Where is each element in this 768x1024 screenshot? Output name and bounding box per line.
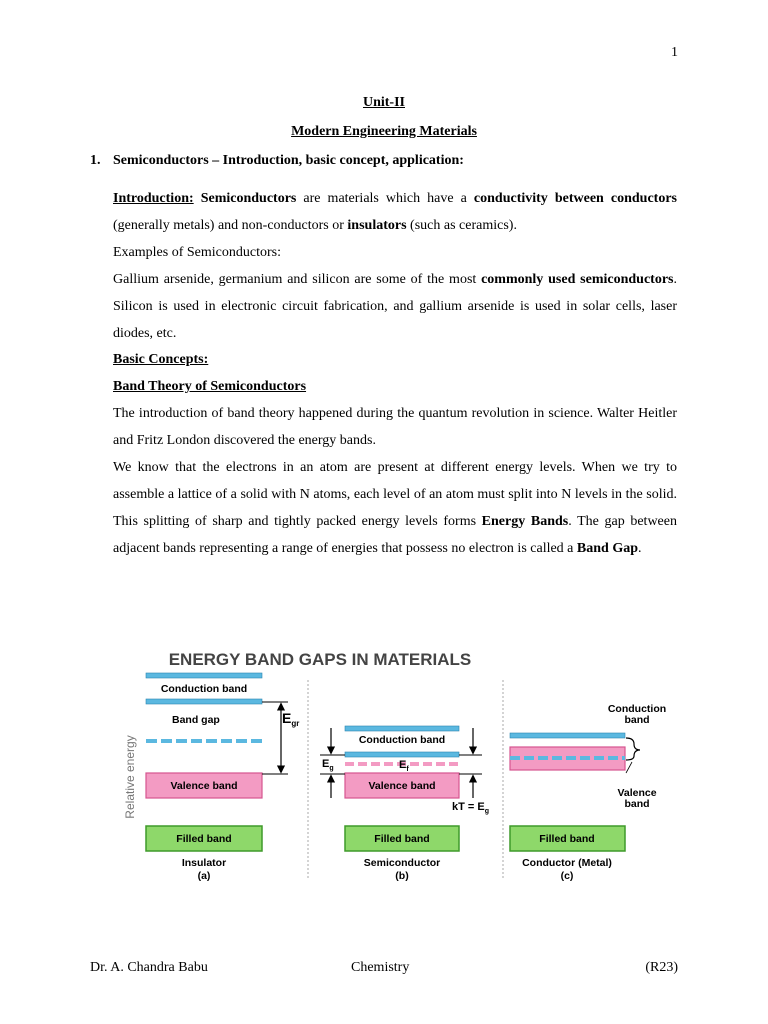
panel-c-letter: (c): [560, 870, 574, 882]
examples-heading: Examples of Semiconductors:: [113, 244, 281, 260]
examples-paragraph: [113, 267, 677, 348]
metal-valence-label-line2: band: [624, 798, 650, 810]
section-number: 1.: [90, 153, 101, 168]
metal-conduction-label-line1: Conduction: [607, 703, 667, 715]
kt-label: kT = $E_g$: [452, 801, 489, 815]
metal-valence-pointer: [626, 762, 632, 773]
intro-paragraph: [113, 186, 677, 240]
band-text: .: [638, 540, 642, 556]
footer-subject: Chemistry: [351, 960, 410, 975]
panel-b-letter: (b): [395, 870, 409, 882]
intro-text: (such as ceramics).: [406, 217, 517, 233]
examples-text: Gallium arsenide, germanium and silicon are some of the most: [113, 271, 482, 287]
section-title: Semiconductors – Introduction, basic concept, application:: [113, 153, 464, 168]
egr-label: $E_{gr}$: [282, 710, 300, 728]
unit-heading: Unit-II: [362, 95, 405, 110]
semi-conduction-label: Conduction band: [358, 734, 446, 746]
semi-conduction-top-line: [345, 726, 459, 731]
ef-label: $E_f$: [399, 759, 409, 773]
semi-conduction-bottom-line: [345, 752, 459, 757]
band-theory-heading: [113, 374, 677, 401]
semi-valence-label: Valence band: [368, 780, 436, 792]
metal-conduction-line: [510, 733, 625, 738]
intro-text: are materials which have a: [296, 191, 474, 206]
basic-concepts-label: Basic Concepts:: [113, 352, 209, 368]
intro-label: Introduction:: [113, 191, 194, 206]
band-theory-paragraph-2: [113, 455, 677, 563]
panel-c-name: Conductor (Metal): [522, 857, 612, 869]
metal-filled-label: Filled band: [539, 833, 595, 845]
y-axis-label: Relative energy: [123, 735, 137, 819]
insulator-valence-label: Valence band: [170, 780, 238, 792]
metal-conduction-label-line2: band: [624, 714, 650, 726]
panel-a-name: Insulator: [181, 857, 227, 869]
intro-bold-insulators: insulators: [347, 217, 407, 233]
intro-bold-conductivity: conductivity between conductors: [473, 191, 677, 206]
band-bold-energy-bands: Energy Bands: [481, 513, 569, 529]
page-number: 1: [671, 45, 678, 60]
insulator-band-gap-label: Band gap: [172, 714, 220, 726]
figure-title: ENERGY BAND GAPS IN MATERIALS: [168, 650, 472, 669]
insulator-conduction-label: Conduction band: [160, 683, 248, 695]
band-theory-label: Band Theory of Semiconductors: [113, 379, 307, 395]
body-text: [113, 186, 677, 563]
metal-valence-label-line1: Valence: [617, 787, 657, 799]
subject-title: Modern Engineering Materials: [291, 124, 477, 139]
examples-text: . Silicon is used in electronic circuit fabrication, and gallium arsenide is used in solar cells, laser diodes, etc.: [113, 271, 677, 341]
examples-bold: commonly used semiconductors: [481, 271, 674, 287]
metal-brace: [626, 738, 640, 760]
section-heading: [90, 153, 464, 169]
panel-b-name: Semiconductor: [363, 857, 441, 869]
panel-a-letter: (a): [197, 870, 211, 882]
basic-concepts-heading: [113, 347, 677, 374]
band-text: . The gap between adjacent bands representing a range of energies that possess no electron is called a: [113, 513, 677, 556]
insulator-conduction-top-line: [146, 673, 262, 678]
band-bold-band-gap: Band Gap: [576, 540, 638, 556]
insulator-conduction-bottom-line: [146, 699, 262, 704]
eg-label: $E_g$: [322, 758, 334, 772]
band-text: We know that the electrons in an atom are present at different energy levels. When we try to assemble a lattice of a solid with N atoms, each level of an atom must split into N levels in the solid. This splitting of sharp and tightly packed energy levels forms: [113, 460, 677, 529]
semi-filled-label: Filled band: [374, 833, 430, 845]
band-theory-paragraph-1: The introduction of band theory happened during the quantum revolution in science. Walter Heitler and Fritz London discovered the energy bands.: [113, 406, 677, 449]
energy-band-figure: [112, 640, 667, 890]
footer-author: Dr. A. Chandra Babu: [90, 960, 208, 975]
intro-text: (generally metals) and non-conductors or: [113, 217, 348, 233]
intro-bold-semiconductors: Semiconductors: [200, 191, 297, 206]
footer-code: (R23): [645, 960, 678, 975]
insulator-filled-label: Filled band: [176, 833, 232, 845]
energy-band-diagram: [112, 640, 667, 890]
